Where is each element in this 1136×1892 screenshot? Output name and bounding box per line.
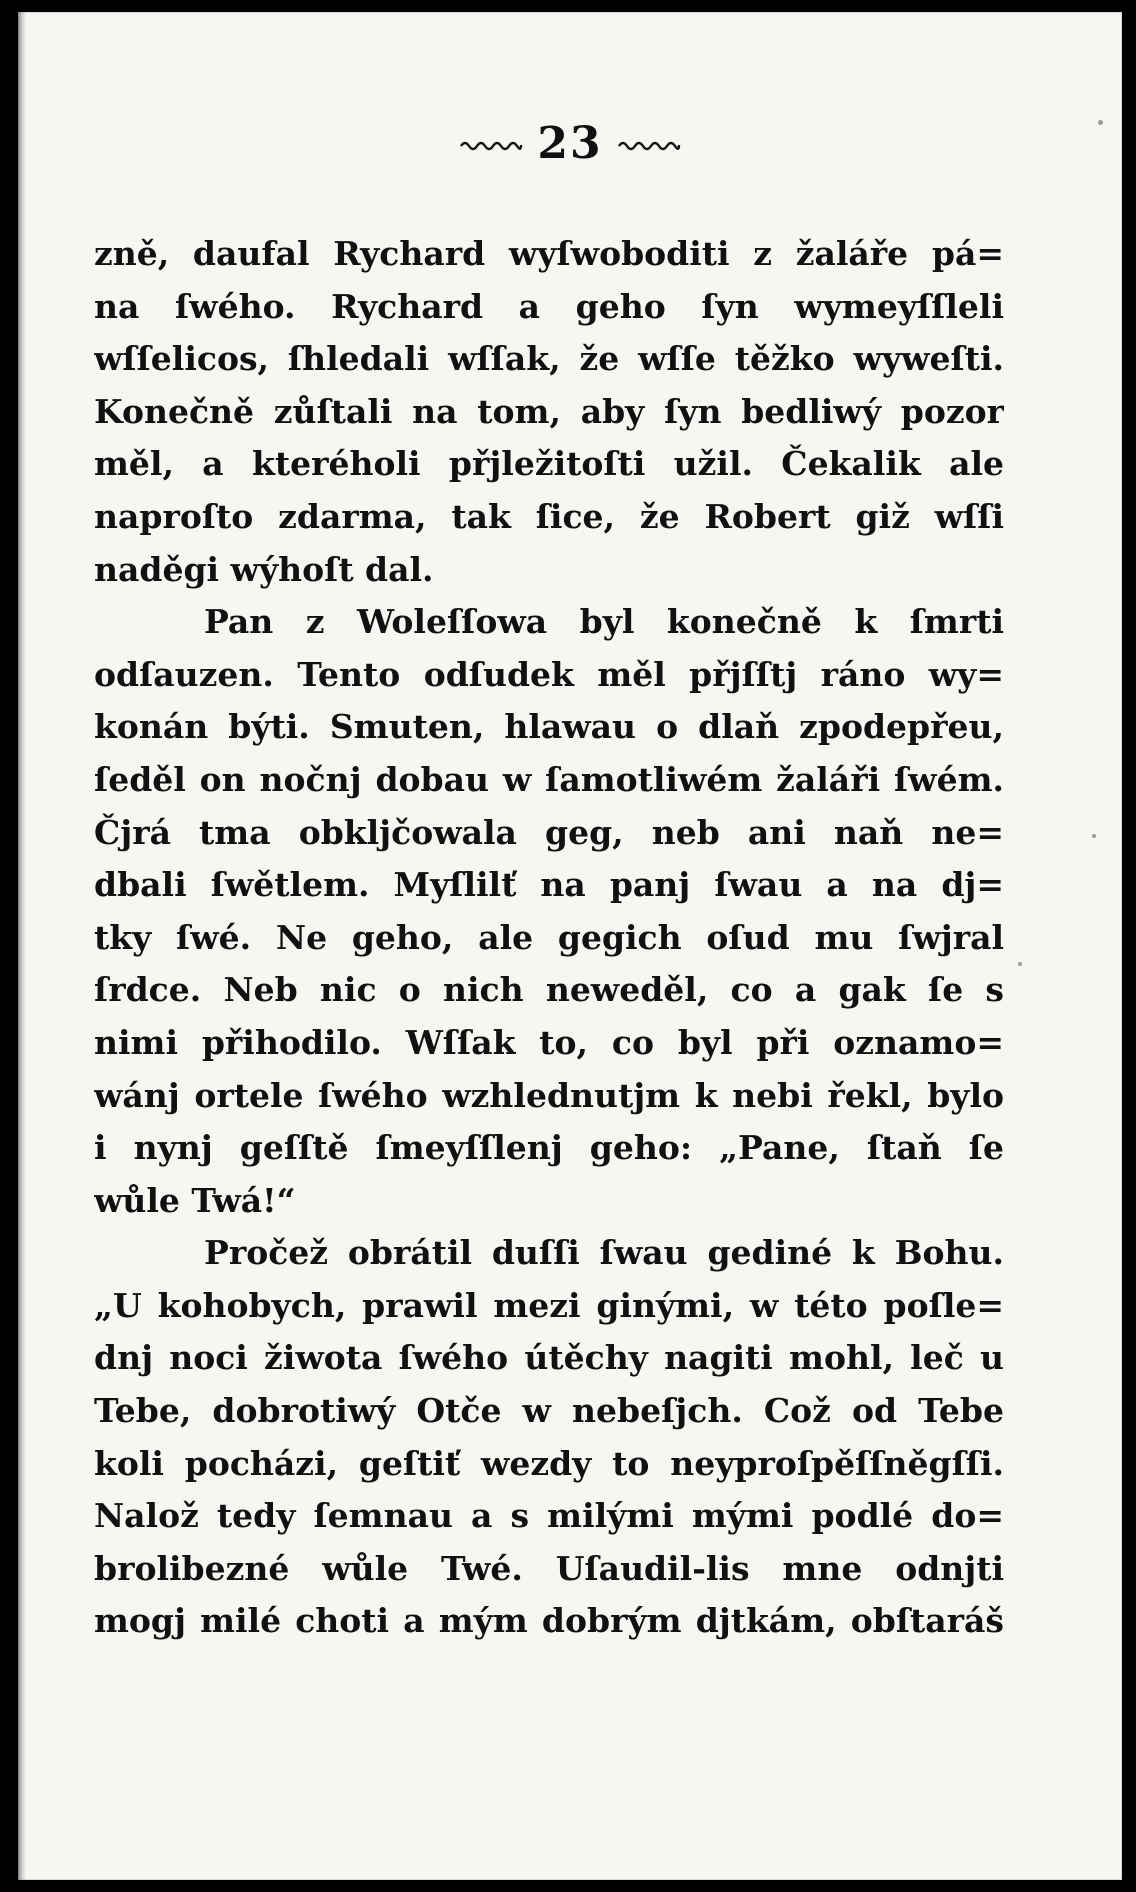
text-line: Čjrá tma obkljčowala geg, neb ani naň ne=	[94, 812, 1004, 852]
text-line: ſrdce. Neb nic o nich neweděl, co a gak ſe s	[94, 970, 1004, 1010]
text-line: i nynj geſſtě ſmeyſſlenj geho: „Pane, ſtaň ſe	[94, 1128, 1004, 1168]
text-line: naproſto zdarma, tak ſice, že Robert giž wſſi	[94, 496, 1004, 536]
paper-speck	[1092, 834, 1096, 838]
paper-speck	[1098, 120, 1103, 125]
text-line: tky ſwé. Ne geho, ale gegich oſud mu ſwjral	[94, 917, 1004, 957]
paper-speck	[1018, 962, 1022, 966]
page-edge-shadow	[18, 12, 26, 1880]
text-line: koli pocházi, geſtiť wezdy to neyproſpěſſněgſſi.	[94, 1443, 1004, 1483]
paragraph	[94, 1227, 1004, 1648]
text-line: odſauzen. Tento odſudek měl přjſſtj ráno wy=	[94, 654, 1004, 694]
text-line: „U kohobych, prawil mezi ginými, w této poſle=	[94, 1285, 1004, 1325]
text-line: konán býti. Smuten, hlawau o dlaň zpodepřeu,	[94, 707, 1004, 747]
paragraph	[94, 596, 1004, 1227]
page-header	[18, 118, 1122, 169]
left-ornament	[459, 137, 523, 151]
text-line: Nalož tedy ſemnau a s milými mými podlé do=	[94, 1496, 1004, 1536]
text-line: wánj ortele ſwého wzhlednutjm k nebi řekl, bylo	[94, 1075, 1004, 1115]
text-line: ſeděl on nočnj dobau w ſamotliwém žaláři ſwém.	[94, 759, 1004, 799]
text-line: Konečně zůſtali na tom, aby ſyn bedliwý pozor	[94, 391, 1004, 431]
text-line: brolibezné wůle Twé. Uſaudil-lis mne odnjti	[94, 1548, 1004, 1588]
text-line: wſſelicos, ſhledali wſſak, že wſſe těžko wyweſti.	[94, 339, 1004, 379]
text-line: mogj milé choti a mým dobrým djtkám, obſtaráš	[94, 1601, 1004, 1641]
paragraph	[94, 228, 1004, 596]
text-line: naděgi wýhoſt dal.	[94, 549, 434, 589]
text-line: měl, a kteréholi přjležitoſti užil. Čekalik ale	[94, 444, 1004, 484]
text-line: nimi přihodilo. Wſſak to, co byl při oznamo=	[94, 1022, 1004, 1062]
book-page	[18, 12, 1122, 1880]
text-line: na ſwého. Rychard a geho ſyn wymeyſſleli	[94, 286, 1004, 326]
text-line: wůle Twá!“	[94, 1180, 296, 1220]
text-line: dnj noci žiwota ſwého útěchy nagiti mohl, leč u	[94, 1338, 1004, 1378]
text-line: dbali ſwětlem. Myſlilť na panj ſwau a na dj=	[94, 865, 1004, 905]
text-line: Pročež obrátil duſſi ſwau gediné k Bohu.	[204, 1233, 1004, 1273]
body-text	[94, 228, 1004, 1648]
right-ornament	[617, 137, 681, 151]
text-line: Pan z Woleſſowa byl konečně k ſmrti	[204, 602, 1004, 642]
text-line: zně, daufal Rychard wyſwoboditi z žaláře pá=	[94, 234, 1004, 273]
text-line: Tebe, dobrotiwý Otče w nebeſjch. Což od Tebe	[94, 1391, 1004, 1431]
page-number: 23	[537, 118, 603, 169]
